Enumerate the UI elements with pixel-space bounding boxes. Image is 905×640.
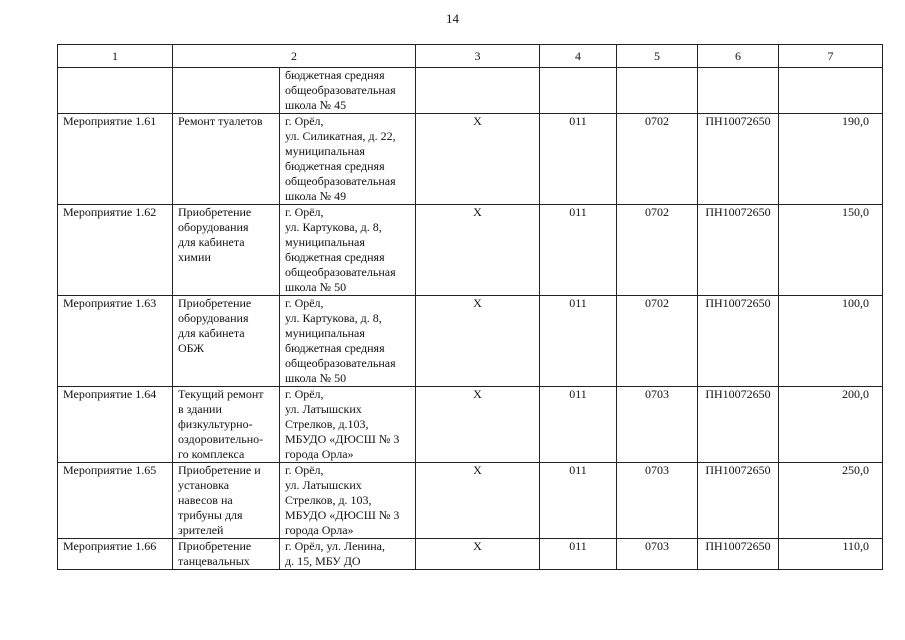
col6-cell: ПН10072650 (698, 387, 779, 463)
col5-cell: 0703 (617, 463, 698, 539)
table-row (58, 387, 883, 463)
col4-cell (540, 68, 617, 114)
measure-name-cell: Мероприятие 1.64 (58, 387, 173, 463)
col4-cell: 011 (540, 296, 617, 387)
col6-cell: ПН10072650 (698, 205, 779, 296)
col4-cell: 011 (540, 539, 617, 570)
col5-cell: 0702 (617, 296, 698, 387)
measure-description-cell: Приобретение танцевальных (173, 539, 280, 570)
col4-cell: 011 (540, 387, 617, 463)
col3-cell: X (416, 539, 540, 570)
amount-cell: 150,0 (779, 205, 883, 296)
col6-cell: ПН10072650 (698, 539, 779, 570)
table-row (58, 296, 883, 387)
col6-cell: ПН10072650 (698, 296, 779, 387)
table-row (58, 463, 883, 539)
address-cell: бюджетная средняя общеобразовательная школа № 45 (280, 68, 416, 114)
amount-cell: 100,0 (779, 296, 883, 387)
amount-cell (779, 68, 883, 114)
col3-cell: X (416, 205, 540, 296)
table-row (58, 539, 883, 570)
column-header: 3 (416, 45, 540, 68)
column-header: 6 (698, 45, 779, 68)
col4-cell: 011 (540, 114, 617, 205)
amount-cell: 250,0 (779, 463, 883, 539)
col6-cell: ПН10072650 (698, 463, 779, 539)
col4-cell: 011 (540, 205, 617, 296)
col5-cell: 0703 (617, 539, 698, 570)
measure-name-cell: Мероприятие 1.63 (58, 296, 173, 387)
address-cell: г. Орёл, ул. Картукова, д. 8, муниципальная бюджетная средняя общеобразовательная школа № 50 (280, 296, 416, 387)
measure-name-cell: Мероприятие 1.66 (58, 539, 173, 570)
budget-table (57, 44, 883, 570)
measure-name-cell: Мероприятие 1.62 (58, 205, 173, 296)
address-cell: г. Орёл, ул. Картукова, д. 8, муниципальная бюджетная средняя общеобразовательная школа № 50 (280, 205, 416, 296)
col3-cell: X (416, 296, 540, 387)
table-row (58, 205, 883, 296)
measure-name-cell (58, 68, 173, 114)
measure-name-cell: Мероприятие 1.61 (58, 114, 173, 205)
amount-cell: 190,0 (779, 114, 883, 205)
measure-description-cell: Приобретение оборудования для кабинета химии (173, 205, 280, 296)
col3-cell: X (416, 387, 540, 463)
col5-cell: 0702 (617, 205, 698, 296)
measure-description-cell (173, 68, 280, 114)
address-cell: г. Орёл, ул. Ленина, д. 15, МБУ ДО (280, 539, 416, 570)
column-header: 7 (779, 45, 883, 68)
col5-cell: 0702 (617, 114, 698, 205)
col6-cell: ПН10072650 (698, 114, 779, 205)
table-row (58, 68, 883, 114)
amount-cell: 200,0 (779, 387, 883, 463)
measure-description-cell: Приобретение и установка навесов на трибуны для зрителей (173, 463, 280, 539)
col3-cell: X (416, 114, 540, 205)
column-header: 1 (58, 45, 173, 68)
address-cell: г. Орёл, ул. Латышских Стрелков, д.103, МБУДО «ДЮСШ № 3 города Орла» (280, 387, 416, 463)
col4-cell: 011 (540, 463, 617, 539)
col3-cell: X (416, 463, 540, 539)
address-cell: г. Орёл, ул. Силикатная, д. 22, муниципальная бюджетная средняя общеобразовательная школа № 49 (280, 114, 416, 205)
column-header: 2 (173, 45, 416, 68)
address-cell: г. Орёл, ул. Латышских Стрелков, д. 103, МБУДО «ДЮСШ № 3 города Орла» (280, 463, 416, 539)
column-header: 5 (617, 45, 698, 68)
col3-cell (416, 68, 540, 114)
col5-cell: 0703 (617, 387, 698, 463)
page-number: 14 (446, 11, 459, 26)
measure-name-cell: Мероприятие 1.65 (58, 463, 173, 539)
measure-description-cell: Текущий ремонт в здании физкультурно- оздоровительно- го комплекса (173, 387, 280, 463)
measure-description-cell: Ремонт туалетов (173, 114, 280, 205)
measure-description-cell: Приобретение оборудования для кабинета ОБЖ (173, 296, 280, 387)
table-row (58, 114, 883, 205)
header-row (58, 45, 883, 68)
col5-cell (617, 68, 698, 114)
amount-cell: 110,0 (779, 539, 883, 570)
column-header: 4 (540, 45, 617, 68)
col6-cell (698, 68, 779, 114)
